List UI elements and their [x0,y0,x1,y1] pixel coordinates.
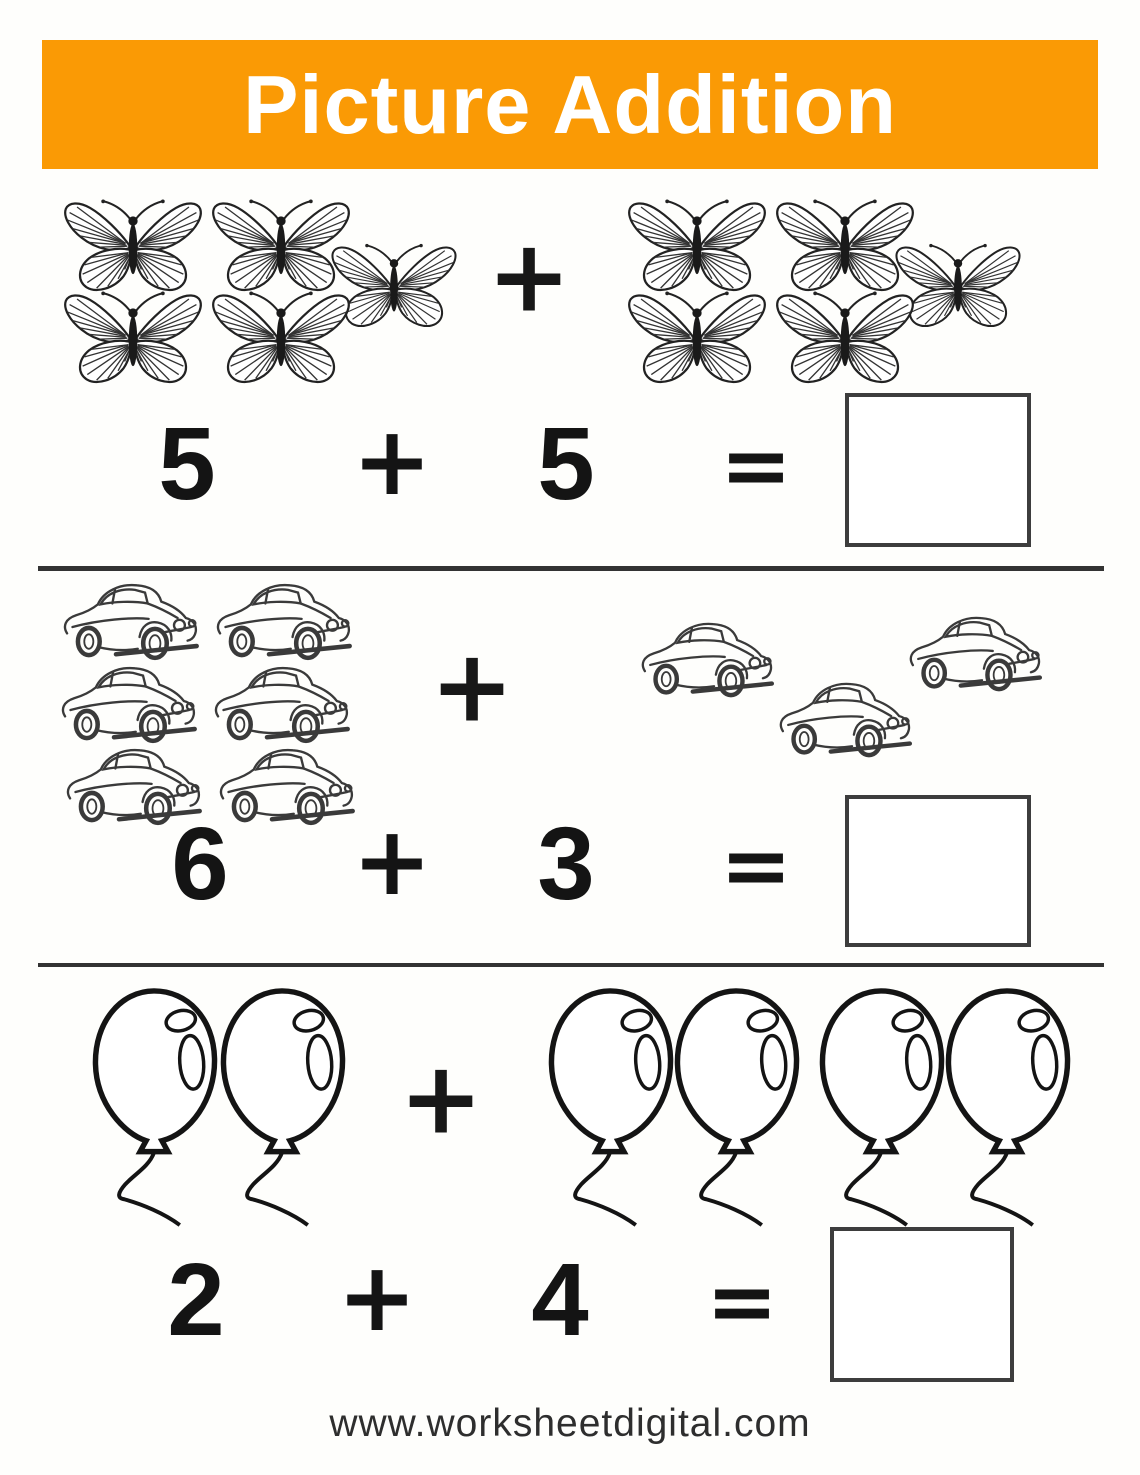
problem3-plus-sign: + [337,1243,417,1353]
problem3-equals-sign: = [705,1252,779,1352]
car-icon [214,742,359,833]
problem1-picture-plus-sign: + [487,217,571,335]
problem3-addend2: 4 [531,1242,589,1357]
problem2-picture-plus-sign: + [430,627,514,745]
problem1-right-picture-group [622,193,1052,393]
car-icon [636,616,778,705]
problem2-addend1: 6 [171,806,229,921]
butterfly-icon [206,285,356,382]
problem2-plus-sign: + [352,807,432,917]
problem2-equals-sign: = [719,816,793,916]
car-icon [56,660,201,751]
problem3-left-picture-group [80,985,370,1230]
butterfly-icon [770,285,920,382]
problem1-left-picture-group [58,193,488,393]
problem2-answer-box[interactable] [845,795,1031,947]
car-icon [58,577,203,668]
problem1-plus-sign: + [352,407,432,517]
header-banner [42,40,1098,169]
balloon-icon [662,985,812,1228]
problem3-right-picture-group [536,985,1076,1230]
problem2-left-picture-group [56,577,376,837]
problem1-equals-sign: = [719,416,793,516]
butterfly-icon [622,285,772,382]
page-title: Picture Addition [243,57,897,151]
balloon-icon [933,985,1083,1228]
problem3-answer-box[interactable] [830,1227,1014,1382]
problem1-answer-box[interactable] [845,393,1031,547]
problem2-addend2: 3 [537,806,595,921]
butterfly-icon [58,193,208,290]
car-icon [774,676,916,765]
footer-website-url: www.worksheetdigital.com [329,1402,811,1445]
car-icon [211,577,356,668]
section-divider [38,963,1104,967]
butterfly-icon [622,193,772,290]
problem3-addend1: 2 [167,1242,225,1357]
problem1-addend2: 5 [537,406,595,521]
problem3-picture-plus-sign: + [399,1039,483,1157]
car-icon [904,610,1046,699]
balloon-icon [208,985,358,1228]
problem2-right-picture-group [636,608,1066,768]
section-divider [38,566,1104,571]
butterfly-icon [58,285,208,382]
problem1-addend1: 5 [158,406,216,521]
car-icon [209,660,354,751]
